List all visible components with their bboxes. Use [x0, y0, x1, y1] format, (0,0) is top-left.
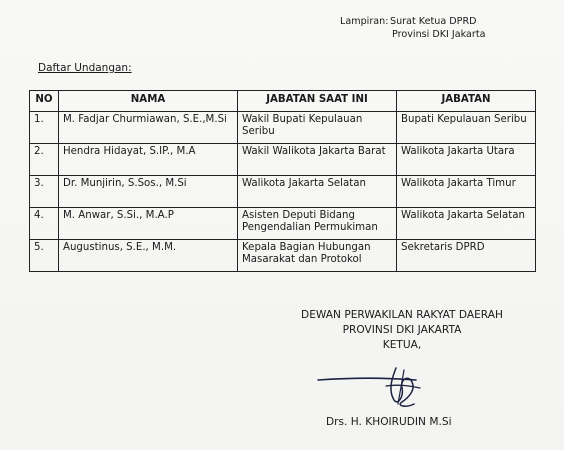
cell-current-position: Wakil Bupati Kepulauan Seribu	[238, 112, 397, 144]
cell-name: Augustinus, S.E., M.M.	[59, 240, 238, 272]
attachment-label: Lampiran:	[340, 16, 389, 27]
cell-name: Dr. Munjirin, S.Sos., M.Si	[59, 176, 238, 208]
cell-no: 5.	[30, 240, 59, 272]
invitation-table	[29, 90, 536, 272]
table-row	[30, 144, 536, 176]
header-current-position: JABATAN SAAT INI	[238, 91, 397, 112]
table-row	[30, 176, 536, 208]
handwritten-signature	[316, 364, 426, 414]
cell-current-position: Asisten Deputi Bidang Pengendalian Permukiman	[238, 208, 397, 240]
attachment-line-1: Surat Ketua DPRD	[390, 16, 477, 27]
header-no: NO	[30, 91, 59, 112]
cell-current-position: Wakil Walikota Jakarta Barat	[238, 144, 397, 176]
cell-name: M. Fadjar Churmiawan, S.E.,M.Si	[59, 112, 238, 144]
table-header-row	[30, 91, 536, 112]
cell-position: Walikota Jakarta Selatan	[397, 208, 536, 240]
header-name: NAMA	[59, 91, 238, 112]
cell-current-position: Kepala Bagian Hubungan Masarakat dan Protokol	[238, 240, 397, 272]
attachment-line-2: Provinsi DKI Jakarta	[392, 29, 486, 40]
table-row	[30, 112, 536, 144]
cell-position: Bupati Kepulauan Seribu	[397, 112, 536, 144]
cell-no: 2.	[30, 144, 59, 176]
institution-line-1: DEWAN PERWAKILAN RAKYAT DAERAH	[301, 309, 503, 321]
signer-title: KETUA,	[382, 339, 422, 351]
cell-name: Hendra Hidayat, S.IP., M.A	[59, 144, 238, 176]
cell-position: Sekretaris DPRD	[397, 240, 536, 272]
cell-position: Walikota Jakarta Timur	[397, 176, 536, 208]
invitation-list-title: Daftar Undangan:	[38, 62, 132, 74]
cell-current-position: Walikota Jakarta Selatan	[238, 176, 397, 208]
table-row	[30, 208, 536, 240]
signer-name: Drs. H. KHOIRUDIN M.Si	[326, 416, 452, 428]
header-position: JABATAN	[397, 91, 536, 112]
signature-block	[282, 308, 522, 353]
cell-name: M. Anwar, S.Si., M.A.P	[59, 208, 238, 240]
cell-no: 4.	[30, 208, 59, 240]
cell-position: Walikota Jakarta Utara	[397, 144, 536, 176]
cell-no: 3.	[30, 176, 59, 208]
cell-no: 1.	[30, 112, 59, 144]
table-row	[30, 240, 536, 272]
attachment-note	[340, 15, 485, 41]
institution-line-2: PROVINSI DKI JAKARTA	[342, 324, 462, 336]
